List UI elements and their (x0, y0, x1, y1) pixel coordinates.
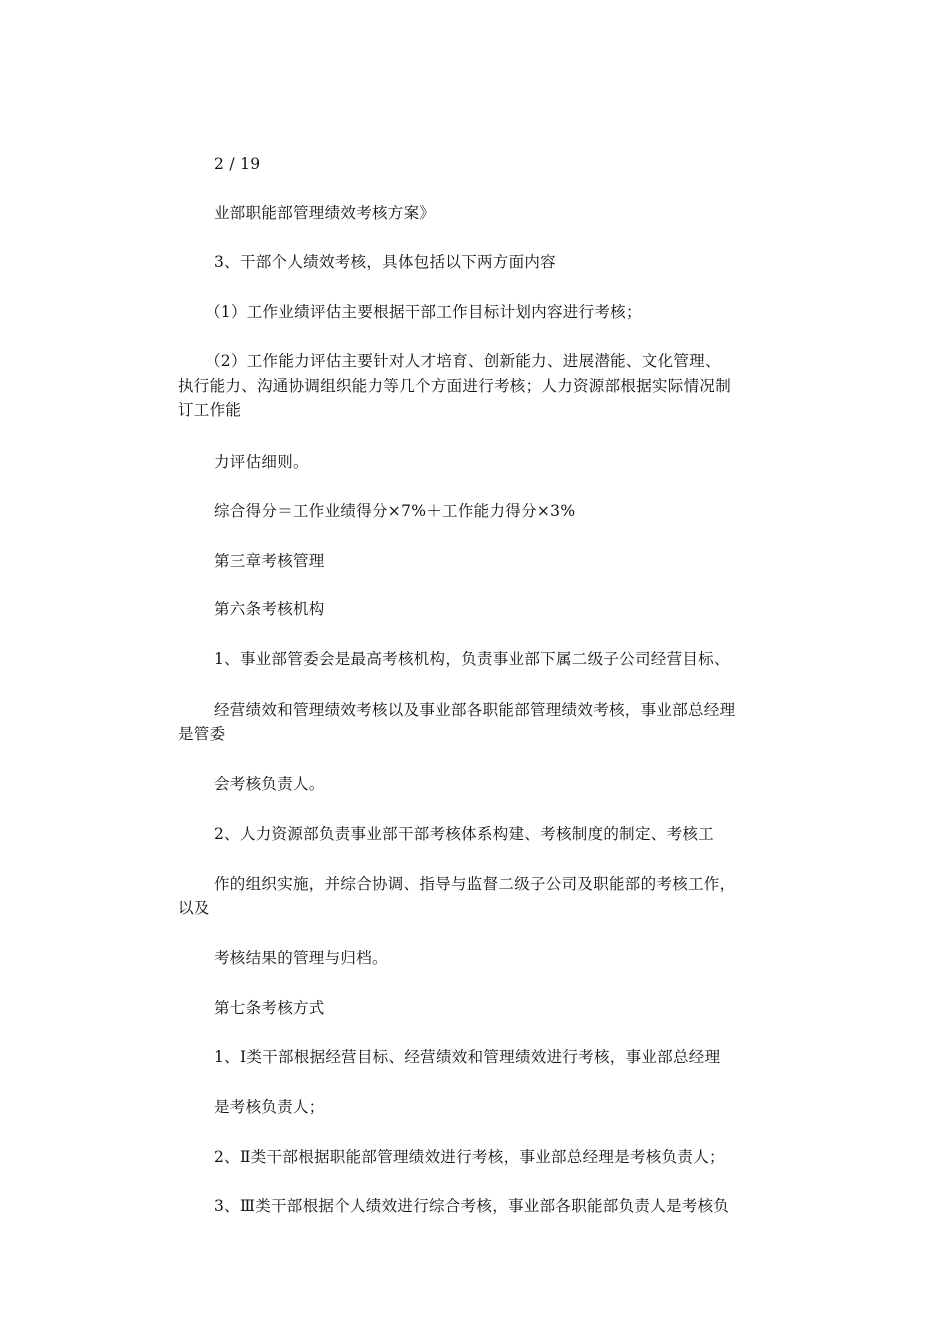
text-line: 3、Ⅲ类干部根据个人绩效进行综合考核，事业部各职能部负责人是考核负 (214, 1197, 730, 1215)
text-line: （2）工作能力评估主要针对人才培育、创新能力、进展潜能、文化管理、 (205, 352, 721, 370)
text-line: 经营绩效和管理绩效考核以及事业部各职能部管理绩效考核，事业部总经理 (214, 701, 736, 719)
article-heading: 第七条考核方式 (214, 999, 325, 1017)
text-line: 执行能力、沟通协调组织能力等几个方面进行考核；人力资源部根据实际情况制 (178, 377, 732, 395)
text-line: 3、干部个人绩效考核，具体包括以下两方面内容 (214, 253, 556, 271)
text-line: 1、Ⅰ类干部根据经营目标、经营绩效和管理绩效进行考核，事业部总经理 (214, 1048, 721, 1066)
chapter-heading: 第三章考核管理 (214, 552, 325, 570)
page-number: 2 / 19 (214, 155, 261, 173)
article-heading: 第六条考核机构 (214, 600, 325, 618)
text-line: 综合得分＝工作业绩得分×7%＋工作能力得分×3% (214, 502, 576, 520)
text-line: 1、事业部管委会是最高考核机构，负责事业部下属二级子公司经营目标、 (214, 650, 730, 668)
text-line: 会考核负责人。 (214, 775, 325, 793)
text-line: 考核结果的管理与归档。 (214, 949, 388, 967)
text-line: 订工作能 (178, 401, 242, 419)
text-line: 业部职能部管理绩效考核方案》 (214, 204, 436, 222)
text-line: （1）工作业绩评估主要根据干部工作目标计划内容进行考核； (205, 303, 642, 321)
text-line: 作的组织实施，并综合协调、指导与监督二级子公司及职能部的考核工作， (214, 875, 736, 893)
text-line: 2、人力资源部负责事业部干部考核体系构建、考核制度的制定、考核工 (214, 825, 714, 843)
text-line: 2、Ⅱ类干部根据职能部管理绩效进行考核，事业部总经理是考核负责人； (214, 1148, 725, 1166)
text-line: 以及 (178, 899, 210, 917)
text-line: 是管委 (178, 725, 226, 743)
text-line: 是考核负责人； (214, 1098, 325, 1116)
text-line: 力评估细则。 (214, 453, 309, 471)
